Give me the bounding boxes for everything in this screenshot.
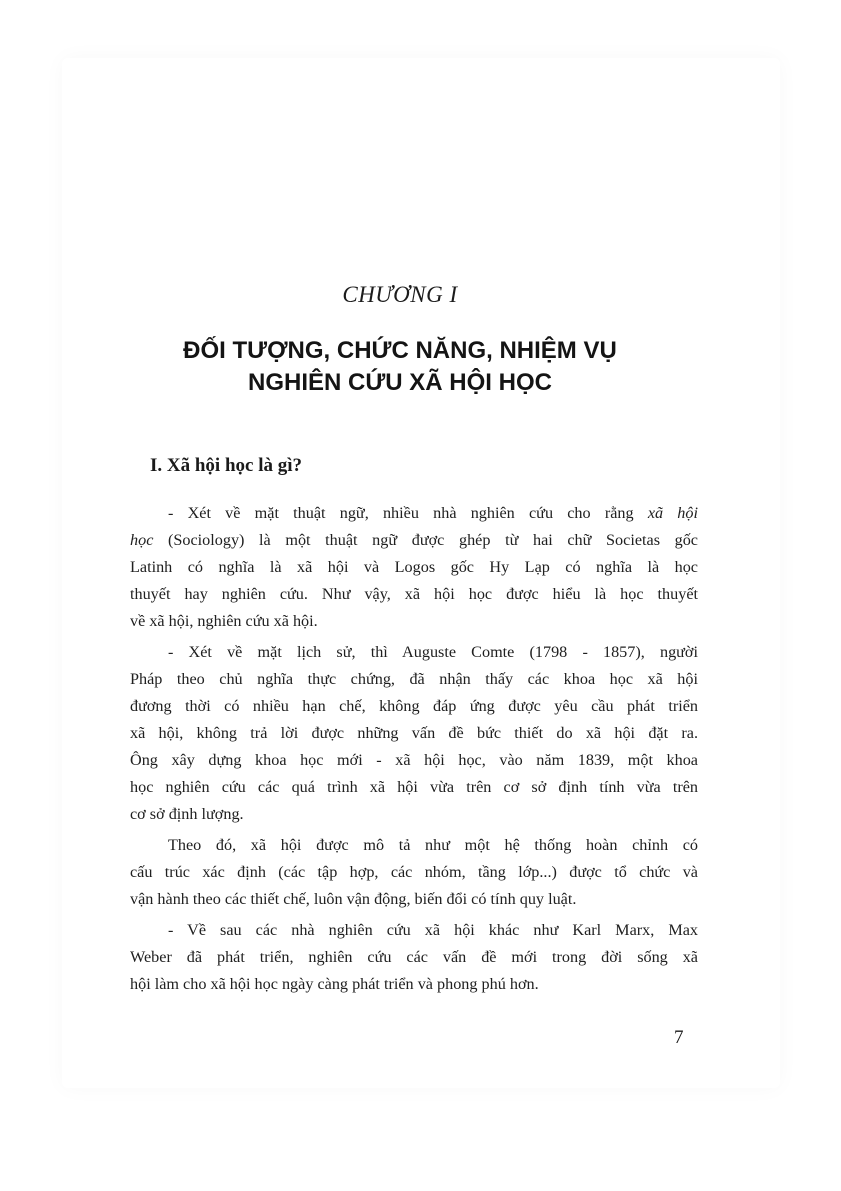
chapter-label: CHƯƠNG I: [342, 282, 458, 307]
paragraph-later-scholars: [130, 917, 698, 998]
chapter-title-line-1: ĐỐI TƯỢNG, CHỨC NĂNG, NHIỆM VỤ: [183, 337, 617, 364]
paragraph-terminology: [130, 500, 698, 635]
text-line: cấu trúc xác định (các tập hợp, các nhóm, tầng lớp...) được tổ chức và: [130, 863, 698, 881]
text-line: xã hội, không trả lời được những vấn đề bức thiết do xã hội đặt ra.: [130, 724, 698, 742]
text-line: thuyết hay nghiên cứu. Như vậy, xã hội học được hiểu là học thuyết: [130, 585, 698, 603]
text-line: vận hành theo các thiết chế, luôn vận động, biến đổi có tính quy luật.: [130, 890, 577, 908]
paragraph-system: [130, 832, 698, 913]
italic-term: học: [130, 531, 154, 549]
text-line: Latinh có nghĩa là xã hội và Logos gốc Hy Lạp có nghĩa là học: [130, 558, 698, 576]
chapter-title-line-2: NGHIÊN CỨU XÃ HỘI HỌC: [248, 369, 552, 396]
text-line: Pháp theo chủ nghĩa thực chứng, đã nhận thấy các khoa học xã hội: [130, 670, 698, 688]
text-line: học nghiên cứu các quá trình xã hội vừa trên cơ sở định tính vừa trên: [130, 778, 698, 796]
text-line: Weber đã phát triển, nghiên cứu các vấn đề mới trong đời sống xã: [130, 948, 698, 966]
text-line: cơ sở định lượng.: [130, 805, 244, 823]
text-line: [130, 500, 698, 527]
text-line: hội làm cho xã hội học ngày càng phát triển và phong phú hơn.: [130, 975, 539, 993]
text-line: Ông xây dựng khoa học mới - xã hội học, vào năm 1839, một khoa: [130, 751, 698, 769]
text-line: về xã hội, nghiên cứu xã hội.: [130, 612, 318, 630]
text-line: - Xét về mặt lịch sử, thì Auguste Comte (1798 - 1857), người: [168, 643, 698, 661]
italic-term: xã hội: [647, 504, 698, 522]
body-text: [130, 500, 698, 998]
section-heading: I. Xã hội học là gì?: [150, 455, 303, 476]
text-line: [130, 527, 698, 554]
page-number: 7: [674, 1027, 684, 1048]
text-line: đương thời có nhiều hạn chế, không đáp ứng được yêu cầu phát triển: [130, 697, 698, 715]
text-run: - Xét về mặt thuật ngữ, nhiều nhà nghiên cứu cho rằng: [168, 504, 648, 522]
text-line: - Về sau các nhà nghiên cứu xã hội khác như Karl Marx, Max: [168, 921, 698, 939]
text-line: Theo đó, xã hội được mô tả như một hệ thống hoàn chỉnh có: [168, 836, 698, 854]
text-run: (Sociology) là một thuật ngữ được ghép từ hai chữ Societas gốc: [153, 531, 698, 549]
paragraph-history: [130, 639, 698, 828]
